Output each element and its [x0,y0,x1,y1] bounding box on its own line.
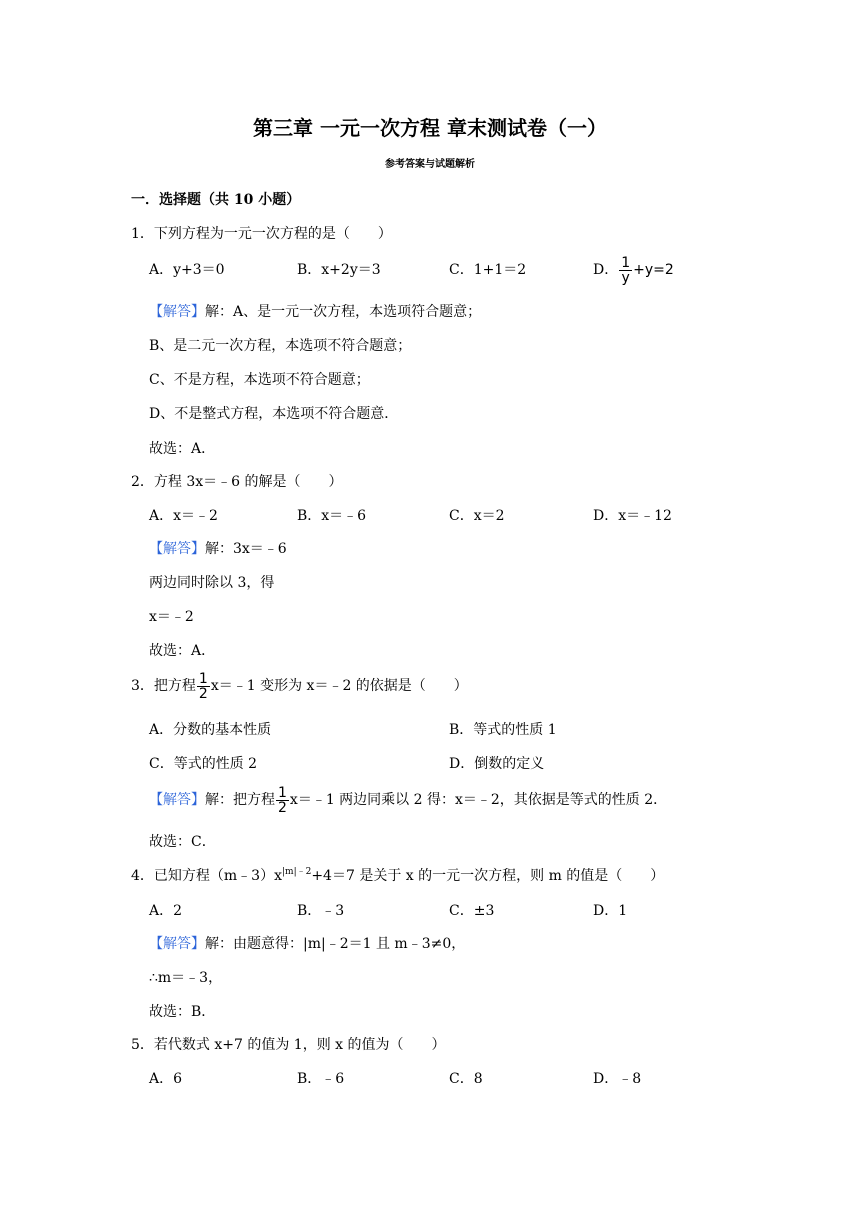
q1-option-d [593,252,674,288]
q2-solution-text-1: 解：3x＝﹣6 [205,541,287,557]
page-title: 第三章 一元一次方程 章末测试卷（一） [253,116,607,140]
q2-solution-line-3: x＝﹣2 [149,609,194,625]
q3-solution-fraction [276,786,289,815]
q3-solution-pre: 解：把方程 [205,792,275,808]
q3-choice: 故选：C． [149,834,216,850]
q1-choice: 故选：A． [149,441,216,457]
q2-choice: 故选：A． [149,643,216,659]
q3-option-b: B．等式的性质 1 [449,722,557,738]
q3-option-d: D．倒数的定义 [449,756,545,772]
q4-option-b: B．﹣3 [297,903,345,919]
q3-fraction-denominator: 2 [198,685,208,702]
q4-exponent: |m|﹣2 [282,867,312,877]
q4-option-d: D．1 [593,903,628,919]
q1-option-d-numerator: 1 [621,254,631,271]
q5-stem: 5．若代数式 x+7 的值为 1，则 x 的值为（ ） [131,1037,446,1053]
q3-stem-fraction [197,672,210,701]
q4-solution-line-1 [149,934,465,954]
q3-fraction-numerator: 1 [198,670,208,687]
q1-option-d-fraction [619,256,632,285]
q3-solution-post: x＝﹣1 两边同乘以 2 得：x＝﹣2，其依据是等式的性质 2． [289,792,668,808]
q3-option-a: A．分数的基本性质 [149,722,272,738]
q4-choice: 故选：B． [149,1004,216,1020]
q1-solution-line-3: C、不是方程，本选项不符合题意； [149,372,370,388]
q4-option-c: C．±3 [449,903,495,919]
q2-option-a: A．x＝﹣2 [149,508,218,524]
q3-solution-line-1 [149,782,667,818]
section-heading: 一．选择题（共 10 小题） [131,192,301,208]
q5-option-c: C．8 [449,1071,483,1087]
q3-stem-post: x＝﹣1 变形为 x＝﹣2 的依据是（ ） [210,678,468,694]
q4-option-a: A．2 [149,903,183,919]
q1-option-a: A．y+3＝0 [149,262,225,278]
q3-solution-fraction-denominator: 2 [278,799,287,816]
q2-option-c: C．x＝2 [449,508,505,524]
q1-solution-line-2: B、是二元一次方程，本选项不符合题意； [149,338,412,354]
q4-stem-post: +4＝7 是关于 x 的一元一次方程，则 m 的值是（ ） [311,868,665,884]
answer-tag: 【解答】 [149,792,205,808]
q2-stem: 2．方程 3x＝﹣6 的解是（ ） [131,474,343,490]
q1-stem: 1．下列方程为一元一次方程的是（ ） [131,226,392,242]
q1-option-d-prefix: D． [593,262,619,278]
q1-solution-text-1: 解：A、是一元一次方程，本选项符合题意； [205,304,482,320]
answer-tag: 【解答】 [149,936,205,952]
q2-option-d: D．x＝﹣12 [593,508,672,524]
q1-option-d-rest: +y=2 [633,262,674,278]
q1-option-b: B．x+2y＝3 [297,262,381,278]
q3-stem-pre: 3．把方程 [131,678,196,694]
q2-solution-line-2: 两边同时除以 3，得 [149,575,275,591]
q3-solution-fraction-numerator: 1 [278,784,287,801]
q2-option-b: B．x＝﹣6 [297,508,367,524]
q4-stem [131,866,664,886]
answer-tag: 【解答】 [149,541,205,557]
page-subtitle: 参考答案与试题解析 [385,159,475,170]
q1-solution-line-4: D、不是整式方程，本选项不符合题意． [149,406,399,422]
q5-option-b: B．﹣6 [297,1071,345,1087]
answer-tag: 【解答】 [149,304,205,320]
q1-option-c: C．1+1＝2 [449,262,527,278]
q4-solution-text-1: 解：由题意得：|m|﹣2＝1 且 m﹣3≠0， [205,936,466,952]
q5-option-a: A．6 [149,1071,183,1087]
q5-option-d: D．﹣8 [593,1071,642,1087]
q1-option-d-denominator: y [621,269,630,286]
q1-solution-line-1 [149,302,481,322]
q3-option-c: C．等式的性质 2 [149,756,258,772]
q3-stem [131,668,468,704]
q4-stem-pre: 4．已知方程（m﹣3）x [131,868,282,884]
q4-solution-line-2: ∴m＝﹣3， [149,970,223,986]
q2-solution-line-1 [149,539,287,559]
